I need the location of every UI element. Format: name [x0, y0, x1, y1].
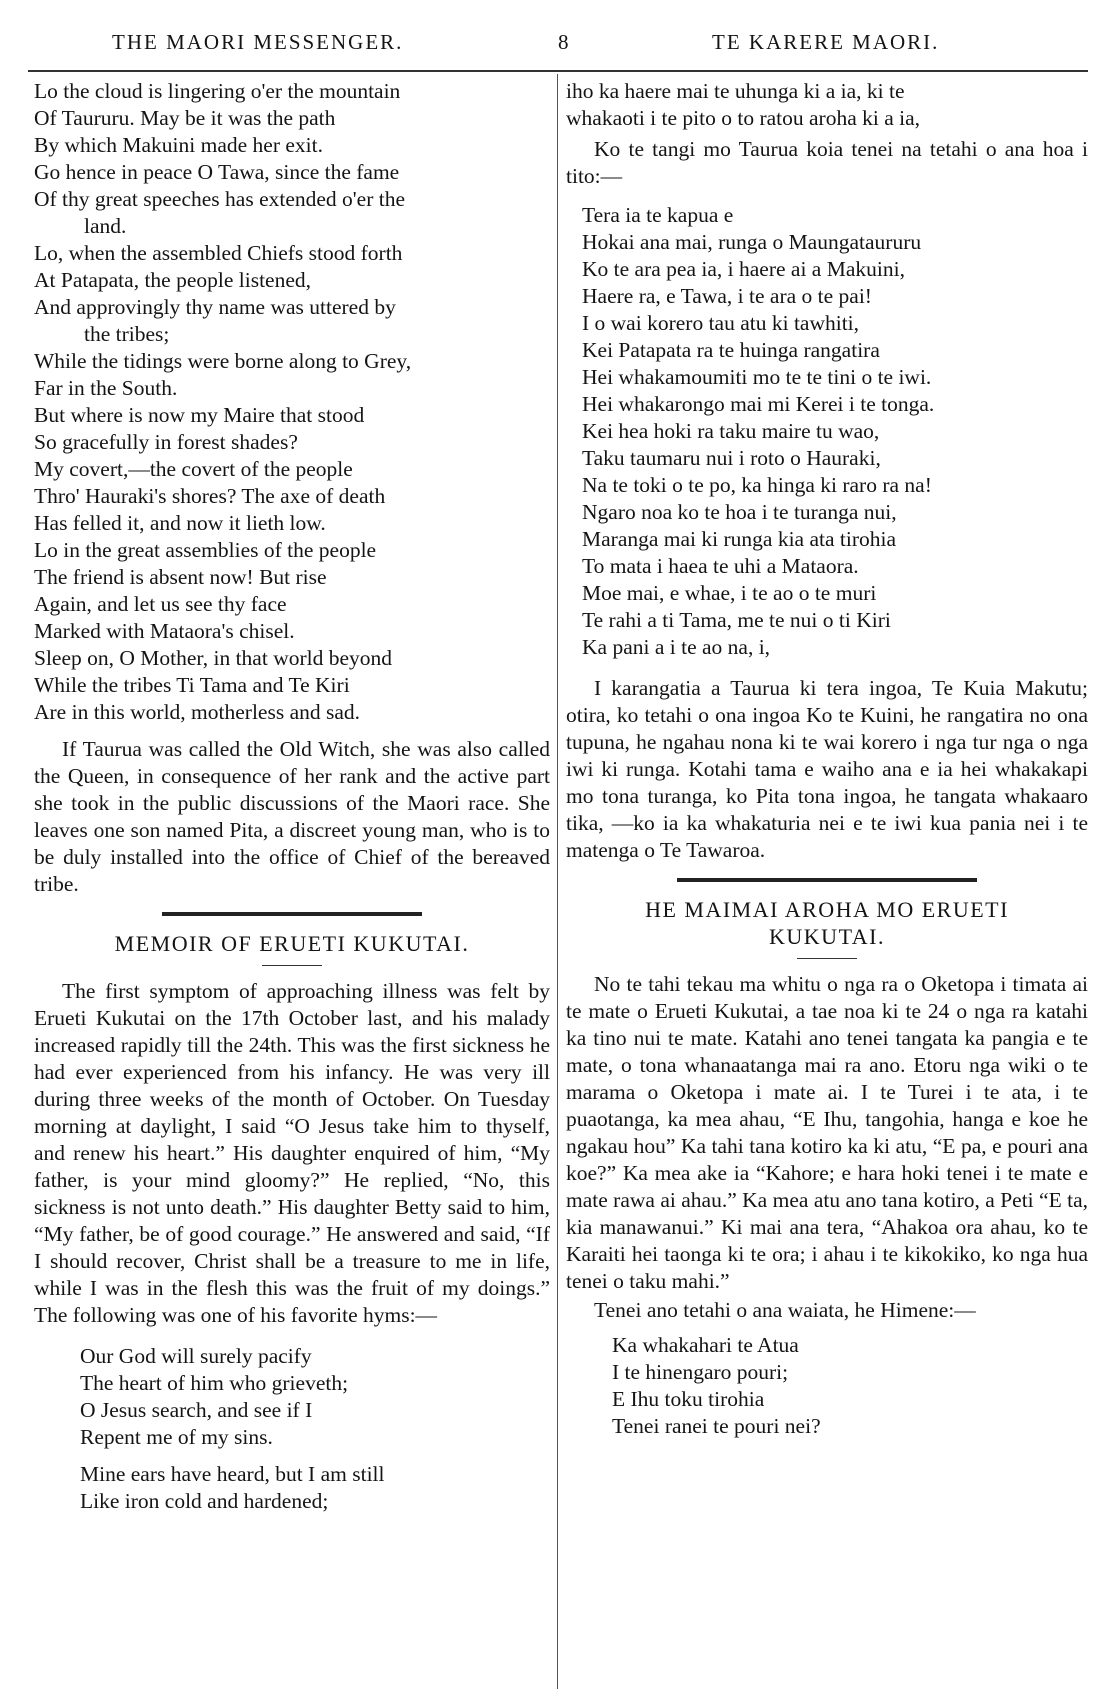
poem-line: Ka pani a i te ao na, i,	[582, 635, 771, 659]
hymn-line: The heart of him who grieveth;	[80, 1371, 349, 1395]
hymn-line: O Jesus search, and see if I	[80, 1398, 313, 1422]
poem-line: Lo, when the assembled Chiefs stood forth	[34, 241, 403, 265]
poem-line: I o wai korero tau atu ki tawhiti,	[582, 311, 860, 335]
poem-line: Kei Patapata ra te huinga rangatira	[582, 338, 880, 362]
poem-line: Hei whakarongo mai mi Kerei i te tonga.	[582, 392, 935, 416]
intro-line: iho ka haere mai te uhunga ki a ia, ki te	[566, 79, 905, 103]
page-number: 8	[558, 30, 571, 54]
poem-line: Of Taururu. May be it was the path	[34, 106, 336, 130]
poem-line: Ko te ara pea ia, i haere ai a Makuini,	[582, 257, 905, 281]
english-hymn	[34, 1343, 550, 1515]
poem-line: Thro' Hauraki's shores? The axe of death	[34, 484, 386, 508]
hymn-line: Our God will surely pacify	[80, 1344, 312, 1368]
left-column	[34, 78, 550, 1515]
poem-line: Moe mai, e whae, i te ao o te muri	[582, 581, 877, 605]
poem-line: Go hence in peace O Tawa, since the fame	[34, 160, 400, 184]
hymn-line: Ka whakahari te Atua	[612, 1333, 799, 1357]
poem-line: And approvingly thy name was uttered by	[34, 295, 396, 319]
section-separator	[162, 912, 422, 916]
poem-line: Lo in the great assemblies of the people	[34, 538, 377, 562]
poem-line: Hokai ana mai, runga o Maungataururu	[582, 230, 922, 254]
header-title-english: THE MAORI MESSENGER.	[112, 30, 404, 54]
poem-line: At Patapata, the people listened,	[34, 268, 312, 292]
memoir-title: MEMOIR OF ERUETI KUKUTAI.	[114, 931, 470, 956]
poem-line: While the tidings were borne along to Grey,	[34, 349, 412, 373]
title-rule	[262, 965, 322, 966]
poem-line: My covert,—the covert of the people	[34, 457, 353, 481]
maori-memoir-title: HE MAIMAI AROHA MO ERUETI KUKUTAI.	[645, 897, 1009, 949]
header-title-maori: TE KARERE MAORI.	[712, 30, 940, 54]
poem-line: Are in this world, motherless and sad.	[34, 700, 361, 724]
intro-line: whakaoti i te pito o to ratou aroha ki a ia,	[566, 106, 921, 130]
maori-memoir-paragraph: No te tahi tekau ma whitu o nga ra o Oketopa i timata ai te mate o Erueti Kukutai, a tae noa ki te 24 o nga ra katahi ka tino nui te mate. Katahi ano tenei tangata ka pangia e te mate, o tona whanaatanga mai ra ano. Etoru nga wiki o te marama o Oketopa i mate ai. I te Turei i te ata, i te puaotanga, ka mea ahau, “E Ihu, tangohia, hanga e koe he ngakau hou” Ka tahi tana kotiro ka ki atu, “E pa, e pouri ana koe?” Ka mea ake ia “Kahore; e hara hoki tenei i te mate e mate rawa ai ahau.” Ka mea atu ano tana kotiro, a Peti “E ta, kia manawanui.” Ki mai ana tera, “Ahakoa ora ahau, ko te Karaiti hei taonga ki te ora; i ahau i te kikokiko, ko nga hua tenei o taku mahi.”	[566, 972, 1088, 1293]
poem-line: Tera ia te kapua e	[582, 203, 734, 227]
right-column	[566, 78, 1088, 1440]
maori-lament-poem	[566, 202, 1088, 661]
hymn-line: Like iron cold and hardened;	[80, 1489, 329, 1513]
poem-line: Of thy great speeches has extended o'er the	[34, 187, 406, 211]
hymn-line: Repent me of my sins.	[80, 1425, 273, 1449]
hymn-line: Tenei ranei te pouri nei?	[612, 1414, 821, 1438]
poem-line: But where is now my Maire that stood	[34, 403, 365, 427]
maori-hymn-intro: Tenei ano tetahi o ana waiata, he Himene:—	[594, 1298, 976, 1322]
poem-line: Maranga mai ki runga kia ata tirohia	[582, 527, 897, 551]
header-rule	[28, 70, 1088, 72]
poem-line: Taku taumaru nui i roto o Hauraki,	[582, 446, 881, 470]
poem-line: Has felled it, and now it lieth low.	[34, 511, 326, 535]
column-divider	[557, 74, 558, 1689]
poem-line: While the tribes Ti Tama and Te Kiri	[34, 673, 350, 697]
poem-line: To mata i haea te uhi a Mataora.	[582, 554, 859, 578]
maori-hymn	[566, 1332, 1088, 1440]
poem-line: Na te toki o te po, ka hinga ki raro ra na!	[582, 473, 932, 497]
poem-line: So gracefully in forest shades?	[34, 430, 298, 454]
maori-taurua-paragraph: I karangatia a Taurua ki tera ingoa, Te Kuia Makutu; otira, ko tetahi o ona ingoa Ko te Kuini, he rangatira no ona tupuna, he ngahau nona ki te wai korero i nga tur nga o nga iwi ki runga. Kotahi tama e waiho ana e ia hei whakakapi mo tona turanga, ko Pita tona ingoa, he tangata whakaaro tika, —ko ia ka whakaturia nei e te iwi kua pania nei i te matenga o Te Tawaroa.	[566, 676, 1088, 862]
english-lament-poem	[34, 78, 550, 726]
memoir-paragraph: The first symptom of approaching illness was felt by Erueti Kukutai on the 17th October last, and his malady increased rapidly till the 24th. This was the first sickness he had ever experienced from his infancy. He was very ill during three weeks of the month of October. On Tuesday morning at daylight, I said “O Jesus take him to thyself, and renew his heart.” His daughter enquired of him, “My father, is your mind gloomy?” He replied, “No, this sickness is not unto death.” His daughter Betty said to him, “My father, be of good courage.” He answered and said, “If I should recover, Christ shall be a treasure to me in life, while I was in the flesh this was the fruit of my doings.” The following was one of his favorite hyms:—	[34, 979, 550, 1327]
poem-line: Te rahi a ti Tama, me te nui o ti Kiri	[582, 608, 891, 632]
poem-line: Sleep on, O Mother, in that world beyond	[34, 646, 393, 670]
poem-line: The friend is absent now! But rise	[34, 565, 327, 589]
poem-line: Far in the South.	[34, 376, 178, 400]
poem-line: Haere ra, e Tawa, i te ara o te pai!	[582, 284, 872, 308]
maori-intro-paragraph: Ko te tangi mo Taurua koia tenei na tetahi o ana hoa i tito:—	[566, 137, 1088, 188]
poem-line: Hei whakamoumiti mo te te tini o te iwi.	[582, 365, 932, 389]
section-separator	[677, 878, 977, 882]
poem-line: By which Makuini made her exit.	[34, 133, 323, 157]
title-rule	[797, 958, 857, 959]
page-header	[0, 0, 1114, 60]
hymn-line: I te hinengaro pouri;	[612, 1360, 789, 1384]
hymn-line: Mine ears have heard, but I am still	[80, 1462, 385, 1486]
poem-line: Again, and let us see thy face	[34, 592, 287, 616]
poem-line: land.	[84, 214, 127, 238]
maori-intro-lines	[566, 78, 1088, 132]
taurua-paragraph: If Taurua was called the Old Witch, she was also called the Queen, in consequence of her rank and the active part she took in the public discussions of the Maori race. She leaves one son named Pita, a discreet young man, who is to be duly installed into the office of Chief of the bereaved tribe.	[34, 737, 550, 896]
hymn-line: E Ihu toku tirohia	[612, 1387, 765, 1411]
poem-line: Kei hea hoki ra taku maire tu wao,	[582, 419, 880, 443]
poem-line: Ngaro noa ko te hoa i te turanga nui,	[582, 500, 897, 524]
poem-line: Marked with Mataora's chisel.	[34, 619, 295, 643]
poem-line: the tribes;	[84, 322, 170, 346]
poem-line: Lo the cloud is lingering o'er the mountain	[34, 79, 401, 103]
